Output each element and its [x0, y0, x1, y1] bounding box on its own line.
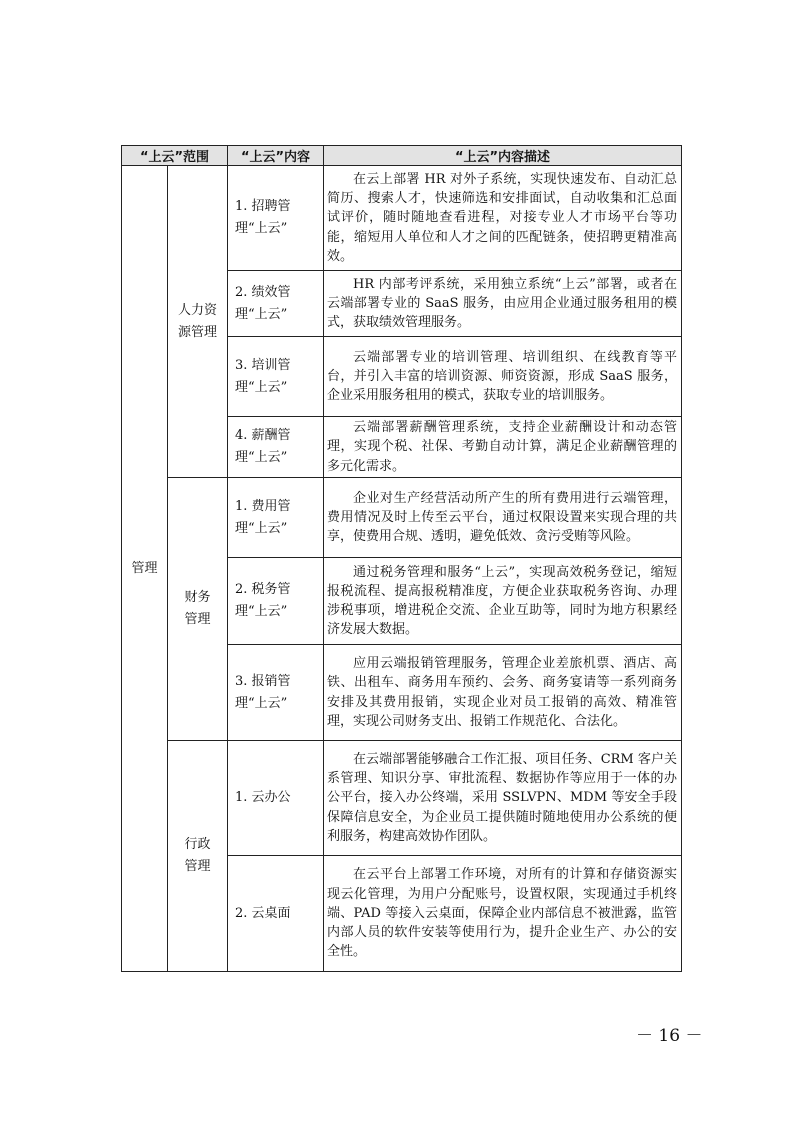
page-number: － 16 －	[636, 1026, 703, 1046]
desc-cell: 在云平台上部署工作环境，对所有的计算和存储资源实现云化管理，为用户分配账号，设置权限，实现通过手机终端、PAD 等接入云桌面，保障企业内部信息不被泄露，监管内部人员的软件安装等使用行为，提升企业生产、办公的安全性。	[324, 856, 682, 972]
group-finance	[168, 478, 228, 741]
desc-cell: 云端部署薪酬管理系统，支持企业薪酬设计和动态管理，实现个税、社保、考勤自动计算，满足企业薪酬管理的多元化需求。	[324, 417, 682, 478]
header-scope: “上云”范围	[122, 146, 228, 166]
desc-cell: 企业对生产经营活动所产生的所有费用进行云端管理，费用情况及时上传至云平台，通过权限设置来实现合理的共享，使费用合规、透明，避免低效、贪污受贿等风险。	[324, 478, 682, 558]
desc-cell: 云端部署专业的培训管理、培训组织、在线教育等平台，并引入丰富的培训资源、师资资源，形成 SaaS 服务，企业采用服务租用的模式，获取专业的培训服务。	[324, 337, 682, 417]
desc-cell: HR 内部考评系统，采用独立系统“上云”部署，或者在云端部署专业的 SaaS 服务，由应用企业通过服务租用的模式，获取绩效管理服务。	[324, 271, 682, 337]
table-row	[122, 166, 682, 271]
header-content: “上云”内容	[228, 146, 324, 166]
group-label: 行政管理	[184, 837, 211, 874]
content-cell: 1. 招聘管理“上云”	[228, 166, 324, 271]
content-cell: 1. 费用管理“上云”	[228, 478, 324, 558]
desc-cell: 应用云端报销管理服务，管理企业差旅机票、酒店、高铁、出租车、商务用车预约、会务、商务宴请等一系列商务安排及其费用报销，实现企业对员工报销的高效、精准管理，实现公司财务支出、报销工作规范化、合法化。	[324, 645, 682, 741]
content-cell: 3. 培训管理“上云”	[228, 337, 324, 417]
desc-cell: 在云端部署能够融合工作汇报、项目任务、CRM 客户关系管理、知识分享、审批流程、数据协作等应用于一体的办公平台，接入办公终端，采用 SSLVPN、MDM 等安全手段保障信息安全，为企业员工提供随时随地使用办公系统的便利服务，构建高效协作团队。	[324, 741, 682, 856]
desc-cell: 在云上部署 HR 对外子系统，实现快速发布、自动汇总简历、搜索人才，快速筛选和安排面试，自动收集和汇总面试评价，随时随地查看进程，对接专业人才市场平台等功能，缩短用人单位和人才之间的匹配链条，使招聘更精准高效。	[324, 166, 682, 271]
content-cell: 3. 报销管理“上云”	[228, 645, 324, 741]
desc-cell: 通过税务管理和服务“上云”，实现高效税务登记，缩短报税流程、提高报税精准度，方便企业获取税务咨询、办理涉税事项，增进税企交流、企业互助等，同时为地方积累经济发展大数据。	[324, 558, 682, 645]
group-label: 人力资源管理	[177, 302, 217, 340]
cloud-management-table	[121, 145, 682, 972]
group-admin	[168, 741, 228, 972]
table-row	[122, 478, 682, 558]
header-description: “上云”内容描述	[324, 146, 682, 166]
table-row	[122, 741, 682, 856]
content-cell: 2. 云桌面	[228, 856, 324, 972]
table-header-row	[122, 146, 682, 166]
content-cell: 4. 薪酬管理“上云”	[228, 417, 324, 478]
content-cell: 2. 绩效管理“上云”	[228, 271, 324, 337]
group-hr	[168, 166, 228, 478]
group-label: 财务管理	[184, 590, 211, 627]
content-cell: 2. 税务管理“上云”	[228, 558, 324, 645]
top-scope-cell: 管理	[122, 166, 168, 972]
content-cell: 1. 云办公	[228, 741, 324, 856]
